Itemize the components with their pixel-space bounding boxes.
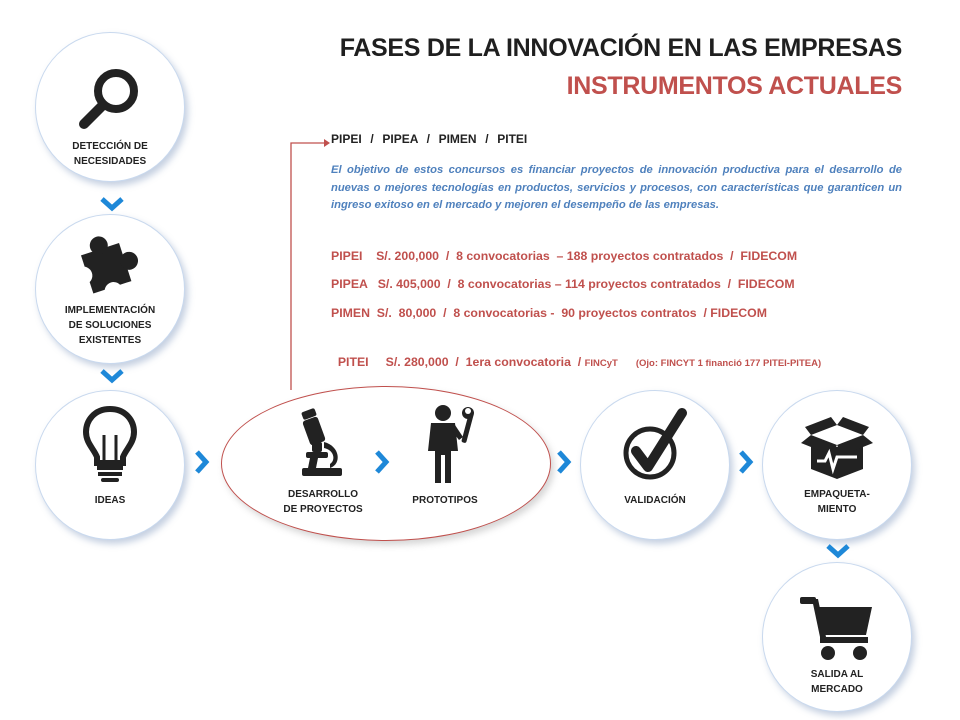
phase-detection-label-1: DETECCIÓN DE xyxy=(72,141,148,152)
phase-implementation xyxy=(35,214,185,364)
microscope-icon xyxy=(296,408,346,478)
program-line-pipea: PIPEA S/. 405,000 / 8 convocatorias – 114 proyectos contratados / FIDECOM xyxy=(331,277,795,291)
chevron-down-icon xyxy=(99,196,125,212)
phase-development-label-2: DE PROYECTOS xyxy=(283,504,363,515)
magnifier-icon xyxy=(74,63,146,135)
page-subtitle: INSTRUMENTOS ACTUALES xyxy=(566,72,902,100)
phase-market-label-2: MERCADO xyxy=(811,684,863,695)
checkmark-icon xyxy=(620,407,690,483)
phase-validation-label: VALIDACIÓN xyxy=(624,495,686,506)
puzzle-icon xyxy=(70,229,150,305)
chevron-right-icon xyxy=(738,449,754,475)
worker-icon xyxy=(421,403,479,485)
phase-implementation-label-3: EXISTENTES xyxy=(78,335,142,346)
phase-market xyxy=(762,562,912,712)
connector-arrow xyxy=(280,132,330,392)
phase-implementation-label-2: DE SOLUCIONES xyxy=(68,320,152,331)
phase-detection xyxy=(35,32,185,182)
box-icon xyxy=(797,411,877,481)
programs-heading: PIPEI / PIPEA / PIMEN / PITEI xyxy=(331,132,528,146)
programs-description: El objetivo de estos concursos es financiar proyectos de innovación productiva para el desarrollo de nuevas o mejores tecnologías en productos, servicios y procesos, con características que garanticen un ingreso exitoso en el mercado y mejoren el desempeño de las empresas. xyxy=(331,164,902,211)
cart-icon xyxy=(798,593,876,665)
phase-validation xyxy=(580,390,730,540)
program-line-pitei-source: FINCyT xyxy=(584,358,618,369)
phase-prototypes xyxy=(395,493,495,508)
chevron-down-icon xyxy=(99,368,125,384)
phase-ideas xyxy=(35,390,185,540)
lightbulb-icon xyxy=(82,405,138,485)
program-line-pitei-main: PITEI S/. 280,000 / 1era convocatoria / xyxy=(337,355,585,369)
phase-development xyxy=(268,487,378,517)
phase-packaging-label-2: MIENTO xyxy=(817,504,857,515)
program-line-pitei xyxy=(331,341,821,369)
phase-detection-label-2: NECESIDADES xyxy=(73,156,147,167)
phase-implementation-label-1: IMPLEMENTACIÓN xyxy=(64,305,156,316)
chevron-right-icon xyxy=(556,449,572,475)
phase-prototypes-label: PROTOTIPOS xyxy=(412,495,478,506)
chevron-right-icon xyxy=(374,449,390,475)
page-title: FASES DE LA INNOVACIÓN EN LAS EMPRESAS xyxy=(339,34,902,62)
chevron-down-icon xyxy=(825,543,851,559)
phase-ideas-label: IDEAS xyxy=(94,495,126,506)
phase-development-label-1: DESARROLLO xyxy=(288,489,358,500)
program-line-pipei: PIPEI S/. 200,000 / 8 convocatorias – 188 proyectos contratados / FIDECOM xyxy=(331,249,798,263)
program-line-pimen: PIMEN S/. 80,000 / 8 convocatorias - 90 proyectos contratos / FIDECOM xyxy=(331,306,767,320)
phase-packaging xyxy=(762,390,912,540)
phase-market-label-1: SALIDA AL xyxy=(810,669,864,680)
program-line-pitei-note: (Ojo: FINCYT 1 financió 177 PITEI-PITEA) xyxy=(635,358,822,369)
chevron-right-icon xyxy=(194,449,210,475)
phase-packaging-label-1: EMPAQUETA- xyxy=(804,489,870,500)
